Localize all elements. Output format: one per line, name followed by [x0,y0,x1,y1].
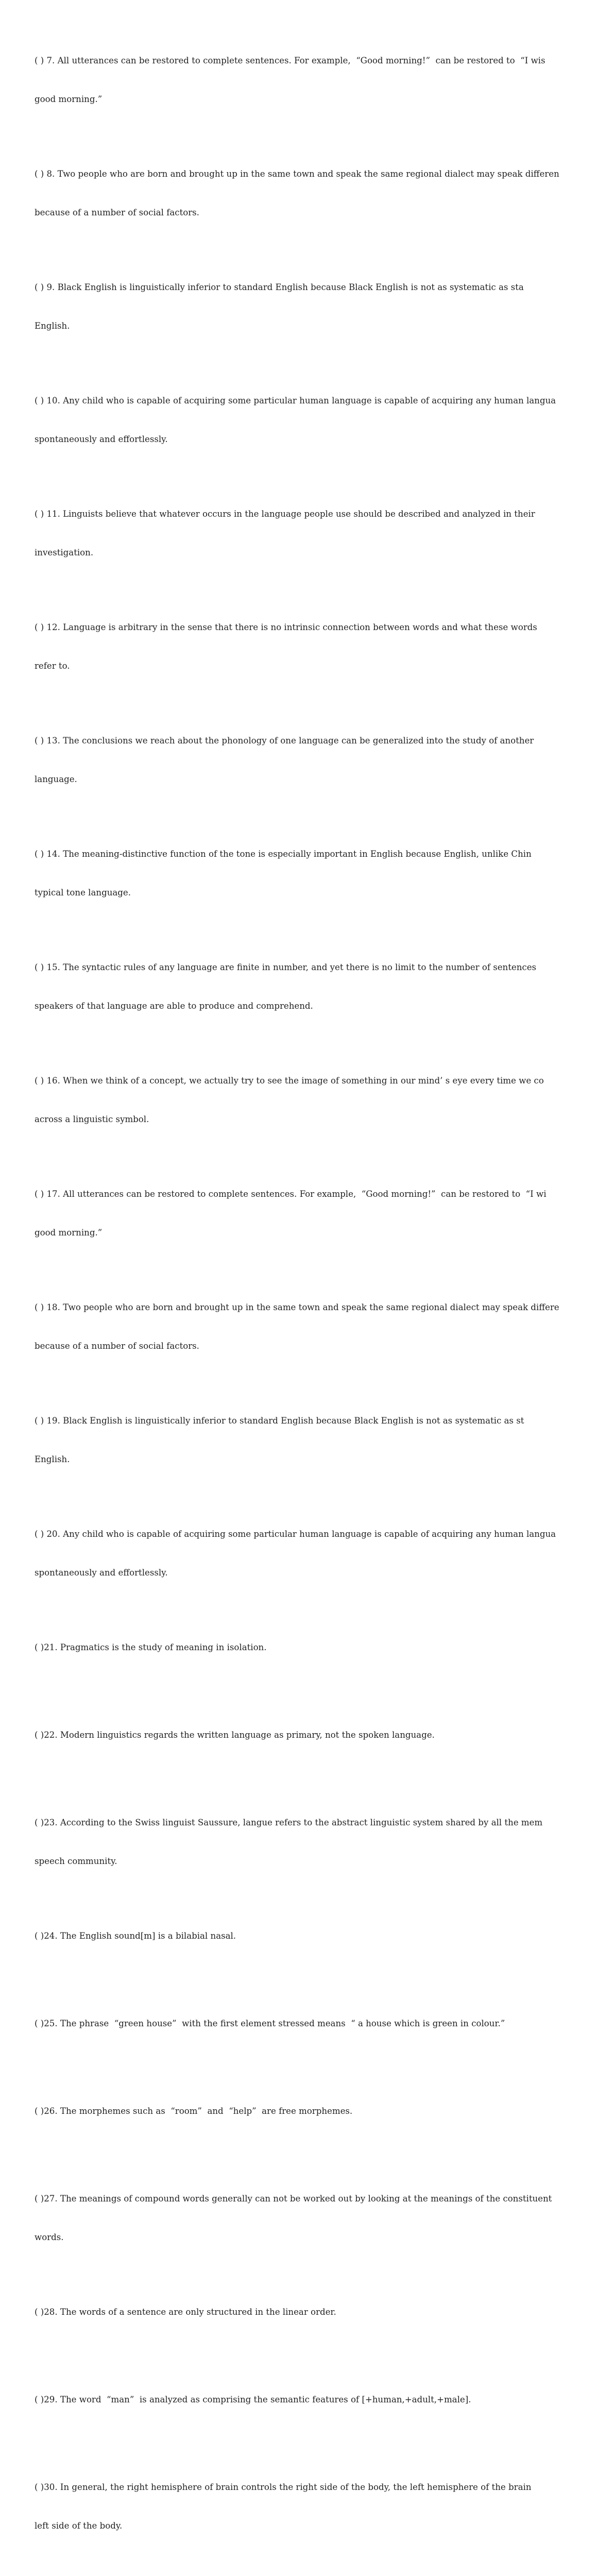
question-16 [35,1048,613,1151]
question-30-line-1: ( )30. In general, the right hemisphere of brain controls the right side of the body, the left hemisphere of the brain [35,2482,532,2492]
question-19 [35,1388,613,1492]
question-18-line-2: because of a number of social factors. [35,1341,199,1351]
question-16-line-1: ( ) 16. When we think of a concept, we actually try to see the image of something in our mind’ s eye every time we co [35,1076,544,1086]
question-14-line-1: ( ) 14. The meaning-distinctive function of the tone is especially important in English because English, unlike Chin [35,849,532,859]
question-13-line-1: ( ) 13. The conclusions we reach about the phonology of one language can be generalized into the study of another [35,736,534,745]
question-9-line-2: English. [35,321,70,331]
question-11 [35,482,613,585]
question-22 [35,1703,613,1780]
question-17-line-1: ( ) 17. All utterances can be restored to complete sentences. For example, “Good morning!” can be restored to “I wi [35,1189,547,1199]
question-20 [35,1502,613,1605]
question-19-line-2: English. [35,1454,70,1464]
question-list [35,28,613,2576]
question-10 [35,368,613,471]
question-21-line-1: ( )21. Pragmatics is the study of meaning in isolation. [35,1642,267,1652]
question-29-line-1: ( )29. The word “man” is analyzed as comprising the semantic features of [+human,+adult,+male]. [35,2395,471,2404]
question-18-line-1: ( ) 18. Two people who are born and brought up in the same town and speak the same regional dialect may speak differe [35,1302,559,1312]
question-17-line-2: good morning.” [35,1228,103,1238]
question-15-line-1: ( ) 15. The syntactic rules of any language are finite in number, and yet there is no limit to the number of sentences [35,962,537,972]
question-26 [35,2079,613,2156]
question-11-line-2: investigation. [35,548,94,557]
question-16-line-2: across a linguistic symbol. [35,1114,149,1124]
question-17 [35,1162,613,1265]
question-8-line-2: because of a number of social factors. [35,208,199,217]
question-7-line-1: ( ) 7. All utterances can be restored to complete sentences. For example, “Good morning!” can be restored to “I wis [35,56,546,65]
question-23-line-1: ( )23. According to the Swiss linguist Saussure, langue refers to the abstract linguistic system shared by all the mem [35,1818,543,1827]
question-27-line-2: words. [35,2232,64,2242]
question-10-line-2: spontaneously and effortlessly. [35,434,168,444]
question-31 [35,2568,613,2576]
question-7 [35,28,613,131]
question-23 [35,1790,613,1893]
question-14 [35,822,613,925]
question-12-line-2: refer to. [35,661,70,671]
question-28 [35,2280,613,2357]
question-13 [35,708,613,811]
question-27-line-1: ( )27. The meanings of compound words generally can not be worked out by looking at the meanings of the constituent [35,2194,552,2204]
question-24 [35,1904,613,1981]
question-30 [35,2455,613,2558]
question-9-line-1: ( ) 9. Black English is linguistically inferior to standard English because Black English is not as systematic as sta [35,282,524,292]
question-11-line-1: ( ) 11. Linguists believe that whatever occurs in the language people use should be described and analyzed in their [35,509,535,519]
question-21 [35,1615,613,1692]
question-25 [35,1991,613,2069]
question-8 [35,142,613,245]
question-28-line-1: ( )28. The words of a sentence are only structured in the linear order. [35,2307,336,2317]
question-18 [35,1275,613,1378]
question-20-line-2: spontaneously and effortlessly. [35,1568,168,1578]
question-9 [35,255,613,358]
question-12-line-1: ( ) 12. Language is arbitrary in the sense that there is no intrinsic connection between words and what these words [35,622,537,632]
question-24-line-1: ( )24. The English sound[m] is a bilabial nasal. [35,1931,236,1941]
question-12 [35,595,613,698]
question-26-line-1: ( )26. The morphemes such as “room” and “help” are free morphemes. [35,2106,353,2116]
question-10-line-1: ( ) 10. Any child who is capable of acquiring some particular human language is capable of acquiring any human langua [35,396,556,405]
question-7-line-2: good morning.” [35,94,103,104]
question-20-line-1: ( ) 20. Any child who is capable of acquiring some particular human language is capable of acquiring any human langua [35,1529,556,1539]
question-22-line-1: ( )22. Modern linguistics regards the written language as primary, not the spoken language. [35,1730,435,1740]
question-8-line-1: ( ) 8. Two people who are born and brought up in the same town and speak the same regional dialect may speak differen [35,169,559,179]
question-14-line-2: typical tone language. [35,888,131,897]
question-15-line-2: speakers of that language are able to produce and comprehend. [35,1001,313,1011]
question-27 [35,2166,613,2269]
question-29 [35,2367,613,2445]
question-19-line-1: ( ) 19. Black English is linguistically inferior to standard English because Black English is not as systematic as st [35,1416,524,1426]
question-15 [35,935,613,1038]
question-25-line-1: ( )25. The phrase “green house” with the first element stressed means “ a house which is green in colour.” [35,2019,505,2028]
question-23-line-2: speech community. [35,1856,117,1866]
question-13-line-2: language. [35,774,77,784]
question-30-line-2: left side of the body. [35,2521,123,2531]
